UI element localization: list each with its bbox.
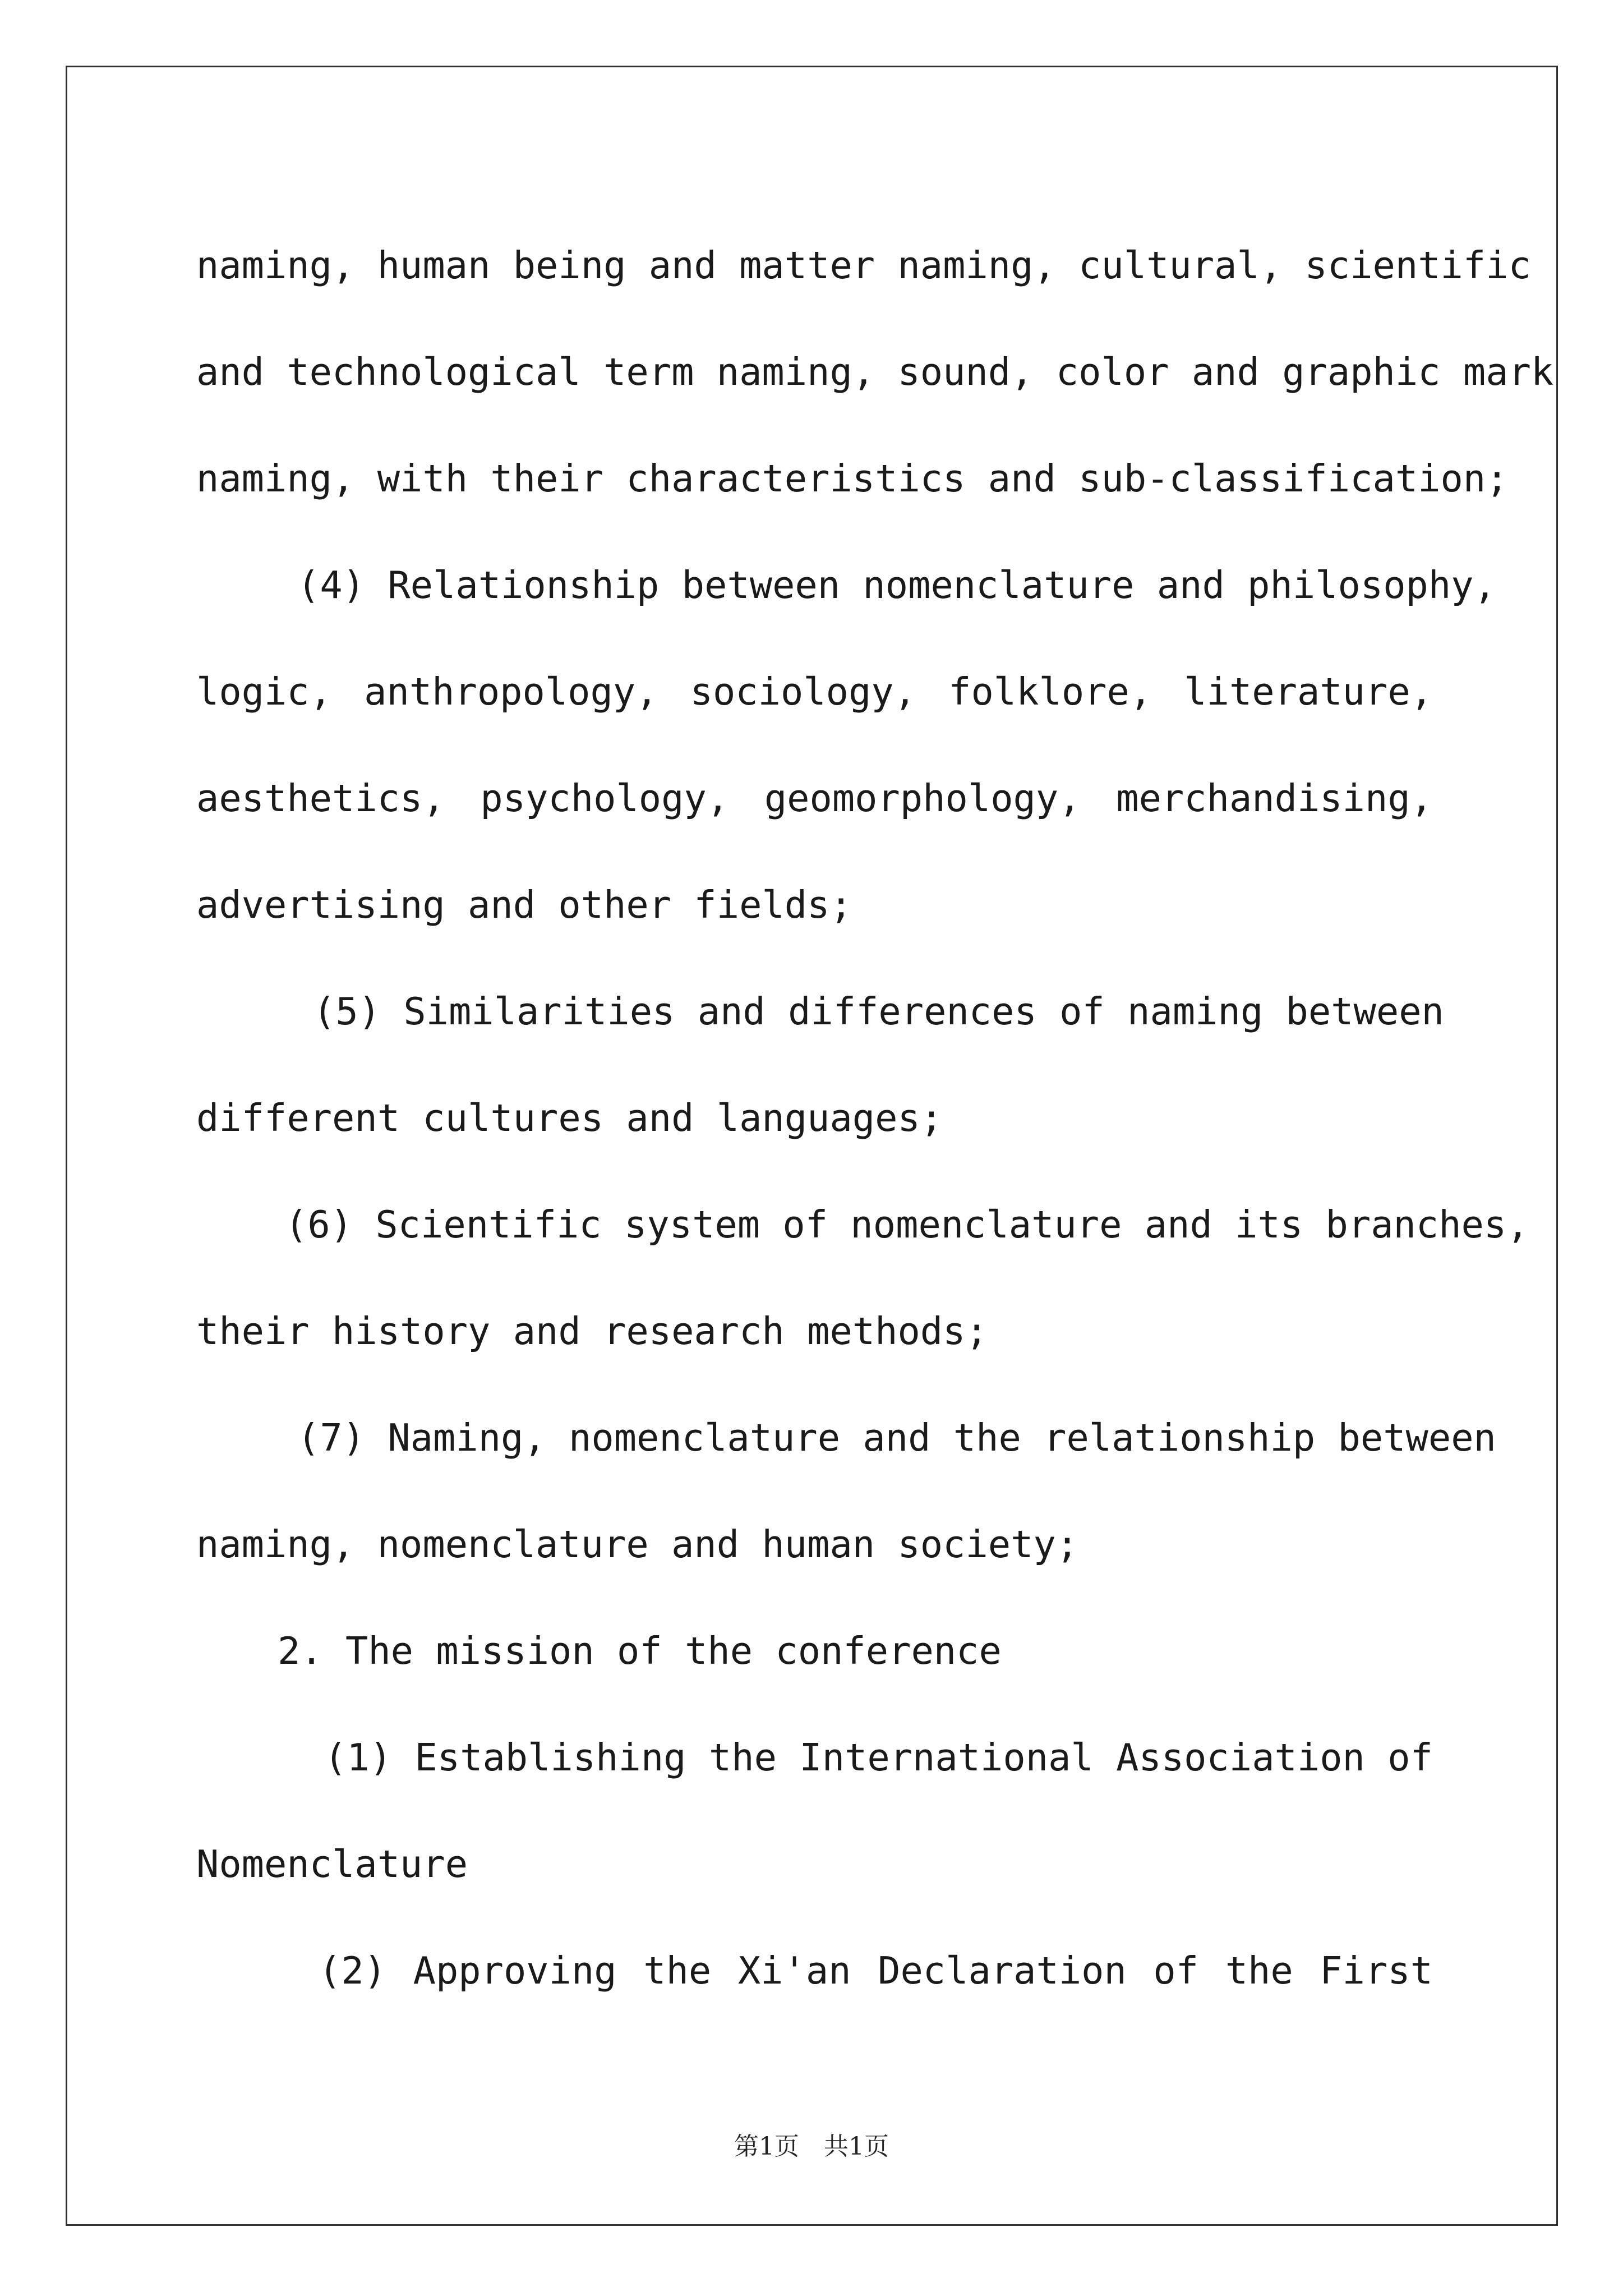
mission-item-2-start: (2) Approving the Xi'an Declaration of the First <box>319 1949 1433 1993</box>
text-line: their history and research methods; <box>196 1309 988 1353</box>
text-line: logic, anthropology, sociology, folklore, literature, <box>196 670 1433 714</box>
list-item-6-start: (6) Scientific system of nomenclature and its branches, <box>285 1203 1529 1246</box>
list-item-5-start: (5) Similarities and differences of naming between <box>313 990 1444 1033</box>
mission-item-1-start: (1) Establishing the International Association of <box>324 1736 1433 1779</box>
text-line: different cultures and languages; <box>196 1096 943 1140</box>
text-line: naming, with their characteristics and sub-classification; <box>196 457 1509 500</box>
document-body <box>196 212 1554 2024</box>
section-heading: 2. The mission of the conference <box>278 1629 1002 1673</box>
text-line: Nomenclature <box>196 1842 468 1886</box>
text-line: advertising and other fields; <box>196 883 852 927</box>
text-line: naming, human being and matter naming, cultural, scientific <box>196 243 1531 287</box>
text-line: and technological term naming, sound, color and graphic mark <box>196 350 1554 394</box>
text-line: naming, nomenclature and human society; <box>196 1522 1079 1566</box>
text-line: aesthetics, psychology, geomorphology, merchandising, <box>196 776 1433 820</box>
page-number-footer: 第1页 共1页 <box>734 2132 889 2161</box>
list-item-4-start: (4) Relationship between nomenclature and philosophy, <box>297 563 1496 607</box>
list-item-7-start: (7) Naming, nomenclature and the relationship between <box>297 1416 1496 1460</box>
